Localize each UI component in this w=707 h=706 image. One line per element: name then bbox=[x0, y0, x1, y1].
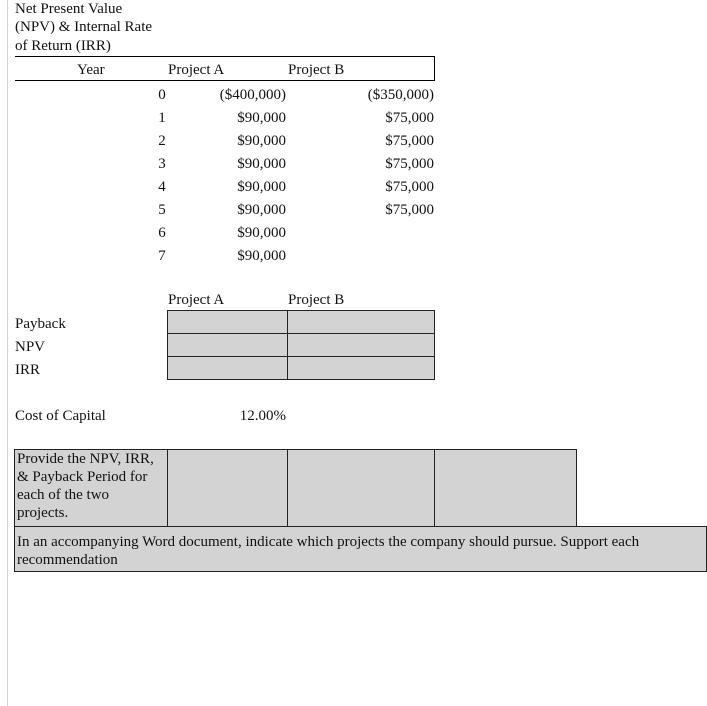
project-a-header: Project A bbox=[168, 62, 225, 78]
cost-of-capital-value: 12.00% bbox=[239, 408, 286, 424]
year-cell: 6 bbox=[158, 225, 166, 241]
payback-label: Payback bbox=[15, 316, 66, 332]
project-a-cash-flow: $90,000 bbox=[237, 179, 286, 195]
project-b-cash-flow: $75,000 bbox=[385, 179, 434, 195]
project-a-cash-flow: $90,000 bbox=[237, 133, 286, 149]
project-a-cash-flow: $90,000 bbox=[237, 225, 286, 241]
word-doc-instruction bbox=[14, 526, 707, 572]
cost-of-capital-label: Cost of Capital bbox=[15, 408, 106, 424]
instruction-note bbox=[14, 449, 168, 527]
payback-b-input[interactable] bbox=[287, 310, 435, 334]
payback-a-input[interactable] bbox=[167, 310, 288, 334]
npv-a-input[interactable] bbox=[167, 333, 288, 357]
header-right-border bbox=[434, 56, 435, 81]
project-a-cash-flow: $90,000 bbox=[237, 110, 286, 126]
project-a-cash-flow: ($400,000) bbox=[219, 87, 286, 103]
project-b-cash-flow: $75,000 bbox=[385, 156, 434, 172]
results-project-b-header: Project B bbox=[288, 292, 345, 308]
title-line-2: (NPV) & Internal Rate bbox=[15, 19, 153, 35]
year-cell: 7 bbox=[158, 248, 166, 264]
header-bottom-border bbox=[15, 80, 435, 81]
irr-b-input[interactable] bbox=[287, 356, 435, 380]
year-cell: 0 bbox=[158, 87, 166, 103]
year-cell: 5 bbox=[158, 202, 166, 218]
instruction-line: projects. bbox=[17, 505, 69, 521]
header-top-border bbox=[15, 56, 435, 57]
irr-label: IRR bbox=[15, 362, 41, 378]
npv-label: NPV bbox=[15, 339, 46, 355]
project-b-cash-flow: ($350,000) bbox=[367, 87, 434, 103]
year-header: Year bbox=[77, 62, 105, 78]
project-a-cash-flow: $90,000 bbox=[237, 248, 286, 264]
instruction-line: & Payback Period for bbox=[17, 469, 148, 485]
sheet-left-border bbox=[7, 0, 8, 706]
instruction-line: Provide the NPV, IRR, bbox=[17, 451, 154, 467]
npv-b-input[interactable] bbox=[287, 333, 435, 357]
instruction-line: each of the two bbox=[17, 487, 110, 503]
year-cell: 1 bbox=[158, 110, 166, 126]
answer-cell[interactable] bbox=[167, 449, 288, 527]
project-b-header: Project B bbox=[288, 62, 345, 78]
answer-cell[interactable] bbox=[287, 449, 435, 527]
instruction-line: recommendation bbox=[17, 552, 118, 568]
project-b-cash-flow: $75,000 bbox=[385, 110, 434, 126]
project-a-cash-flow: $90,000 bbox=[237, 156, 286, 172]
project-b-cash-flow: $75,000 bbox=[385, 202, 434, 218]
year-cell: 2 bbox=[158, 133, 166, 149]
project-a-cash-flow: $90,000 bbox=[237, 202, 286, 218]
year-cell: 3 bbox=[158, 156, 166, 172]
title-line-3: of Return (IRR) bbox=[15, 38, 111, 54]
project-b-cash-flow: $75,000 bbox=[385, 133, 434, 149]
title-line-1: Net Present Value bbox=[15, 1, 123, 17]
results-project-a-header: Project A bbox=[168, 292, 225, 308]
year-cell: 4 bbox=[158, 179, 166, 195]
irr-a-input[interactable] bbox=[167, 356, 288, 380]
instruction-line: In an accompanying Word document, indicate which projects the company should pursue. Support each bbox=[17, 534, 640, 550]
answer-cell[interactable] bbox=[434, 449, 577, 527]
